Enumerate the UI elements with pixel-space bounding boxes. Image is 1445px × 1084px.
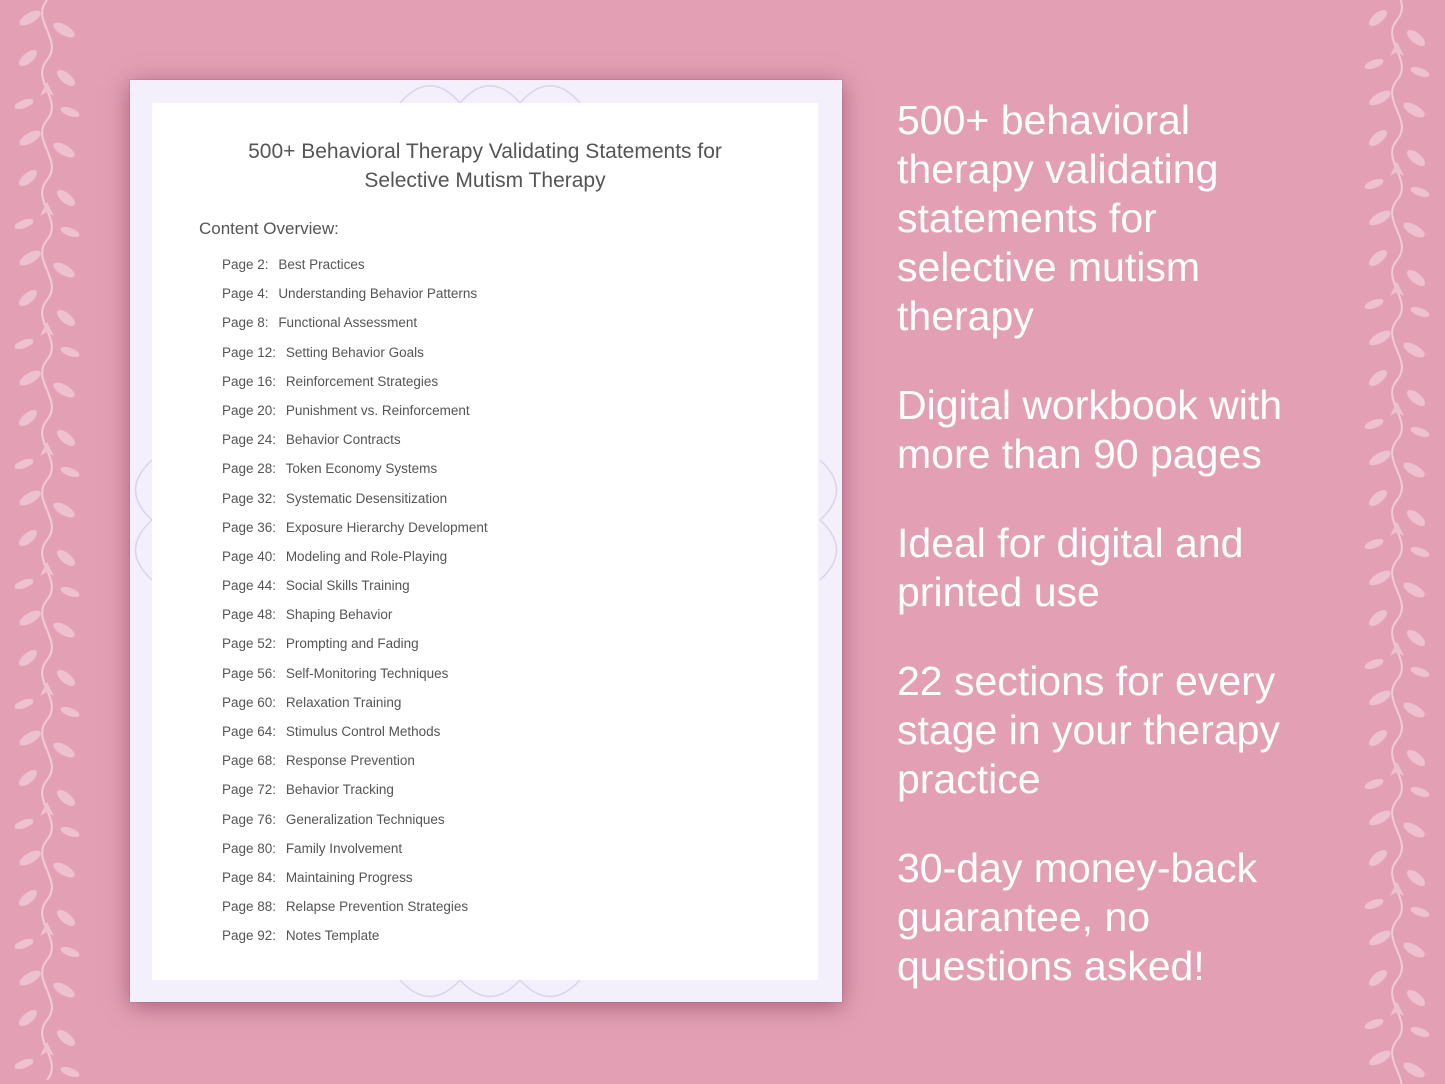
toc-page-number: Page 92:	[222, 928, 277, 944]
toc-section-title: Self-Monitoring Techniques	[285, 665, 449, 681]
toc-page-number: Page 48:	[222, 607, 277, 623]
feature-list	[897, 96, 1337, 991]
toc-item	[222, 401, 488, 430]
feature-line: 22 sections for every	[897, 658, 1276, 704]
feature-line: practice	[897, 756, 1041, 802]
toc-item	[222, 722, 488, 751]
toc-section-title: Generalization Techniques	[285, 811, 445, 827]
toc-page-number: Page 36:	[222, 519, 277, 535]
feature-guarantee	[897, 844, 1337, 991]
toc-section-title: Maintaining Progress	[285, 869, 413, 885]
toc-section-title: Systematic Desensitization	[285, 490, 448, 506]
toc-page-number: Page 12:	[222, 344, 277, 360]
feature-statement-count	[897, 96, 1337, 341]
toc-item	[222, 518, 488, 547]
feature-line: more than 90 pages	[897, 431, 1262, 477]
toc-item	[222, 868, 488, 897]
toc-item	[222, 897, 488, 926]
toc-item	[222, 664, 488, 693]
feature-page-count	[897, 381, 1337, 479]
toc-page-number: Page 64:	[222, 724, 277, 739]
toc-page-number: Page 40:	[222, 548, 277, 564]
toc-item	[222, 372, 488, 401]
toc-item	[222, 926, 488, 955]
toc-item	[222, 693, 488, 722]
toc-section-title: Behavior Tracking	[285, 782, 394, 798]
feature-line: Ideal for digital and	[897, 520, 1244, 566]
feature-line: 500+ behavioral	[897, 97, 1190, 143]
feature-line: Digital workbook with	[897, 382, 1283, 428]
toc-page-number: Page 84:	[222, 869, 277, 885]
toc-section-title: Behavior Contracts	[285, 432, 401, 448]
toc-section-title: Relapse Prevention Strategies	[285, 899, 469, 915]
toc-section-title: Exposure Hierarchy Development	[285, 519, 488, 535]
feature-line: therapy validating	[897, 146, 1219, 192]
toc-item	[222, 459, 488, 488]
toc-section-title: Response Prevention	[285, 753, 415, 769]
feature-line: statements for	[897, 195, 1157, 241]
toc-section-title: Functional Assessment	[278, 315, 418, 331]
toc-item	[222, 839, 488, 868]
feature-line: stage in your therapy	[897, 707, 1280, 753]
feature-line: questions asked!	[897, 943, 1205, 989]
toc-section-title: Punishment vs. Reinforcement	[285, 402, 470, 418]
toc-section-title: Understanding Behavior Patterns	[278, 286, 478, 302]
toc-section-title: Social Skills Training	[285, 578, 410, 594]
toc-page-number: Page 44:	[222, 578, 277, 594]
toc-item	[222, 343, 488, 372]
toc-section-title: Best Practices	[278, 257, 365, 272]
floral-vine-left	[0, 0, 95, 1084]
feature-line: selective mutism	[897, 244, 1201, 290]
toc-item	[222, 605, 488, 634]
toc-item	[222, 810, 488, 839]
toc-item	[222, 576, 488, 605]
toc-item	[222, 430, 488, 459]
feature-sections	[897, 657, 1337, 804]
floral-vine-right	[1350, 0, 1445, 1084]
toc-section-title: Setting Behavior Goals	[285, 344, 424, 360]
toc-page-number: Page 68:	[222, 753, 277, 769]
document-page-preview	[130, 80, 842, 1002]
feature-line: guarantee, no	[897, 894, 1151, 940]
feature-line: therapy	[897, 293, 1034, 339]
feature-line: 30-day money-back	[897, 845, 1258, 891]
document-content	[152, 103, 818, 980]
toc-section-title: Family Involvement	[285, 840, 403, 856]
toc-page-number: Page 2:	[222, 257, 269, 272]
document-title-line-1: 500+ Behavioral Therapy Validating Statements for	[248, 140, 722, 163]
toc-page-number: Page 8:	[222, 315, 269, 331]
toc-page-number: Page 16:	[222, 373, 277, 389]
toc-item	[222, 284, 488, 313]
toc-section-title: Shaping Behavior	[285, 607, 393, 623]
toc-section-title: Notes Template	[285, 928, 380, 944]
toc-page-number: Page 76:	[222, 811, 277, 827]
document-title	[152, 137, 818, 195]
toc-item	[222, 255, 488, 284]
toc-page-number: Page 24:	[222, 432, 277, 448]
toc-page-number: Page 4:	[222, 286, 269, 302]
feature-usage	[897, 519, 1337, 617]
table-of-contents	[222, 255, 488, 956]
toc-section-title: Stimulus Control Methods	[285, 724, 441, 739]
toc-item	[222, 751, 488, 780]
content-overview-label: Content Overview:	[199, 219, 339, 238]
toc-section-title: Token Economy Systems	[285, 461, 438, 477]
toc-page-number: Page 20:	[222, 402, 277, 418]
toc-page-number: Page 80:	[222, 840, 277, 856]
toc-page-number: Page 60:	[222, 694, 277, 710]
document-title-line-2: Selective Mutism Therapy	[364, 169, 606, 192]
toc-item	[222, 547, 488, 576]
toc-item	[222, 313, 488, 342]
toc-item	[222, 780, 488, 809]
toc-item	[222, 634, 488, 663]
toc-section-title: Relaxation Training	[285, 694, 402, 710]
toc-page-number: Page 72:	[222, 782, 277, 798]
toc-page-number: Page 56:	[222, 665, 277, 681]
feature-line: printed use	[897, 569, 1100, 615]
toc-item	[222, 489, 488, 518]
toc-page-number: Page 88:	[222, 899, 277, 915]
toc-section-title: Prompting and Fading	[285, 636, 419, 652]
toc-page-number: Page 28:	[222, 461, 277, 477]
toc-page-number: Page 52:	[222, 636, 277, 652]
toc-page-number: Page 32:	[222, 490, 277, 506]
toc-section-title: Modeling and Role-Playing	[285, 548, 448, 564]
toc-section-title: Reinforcement Strategies	[285, 373, 439, 389]
